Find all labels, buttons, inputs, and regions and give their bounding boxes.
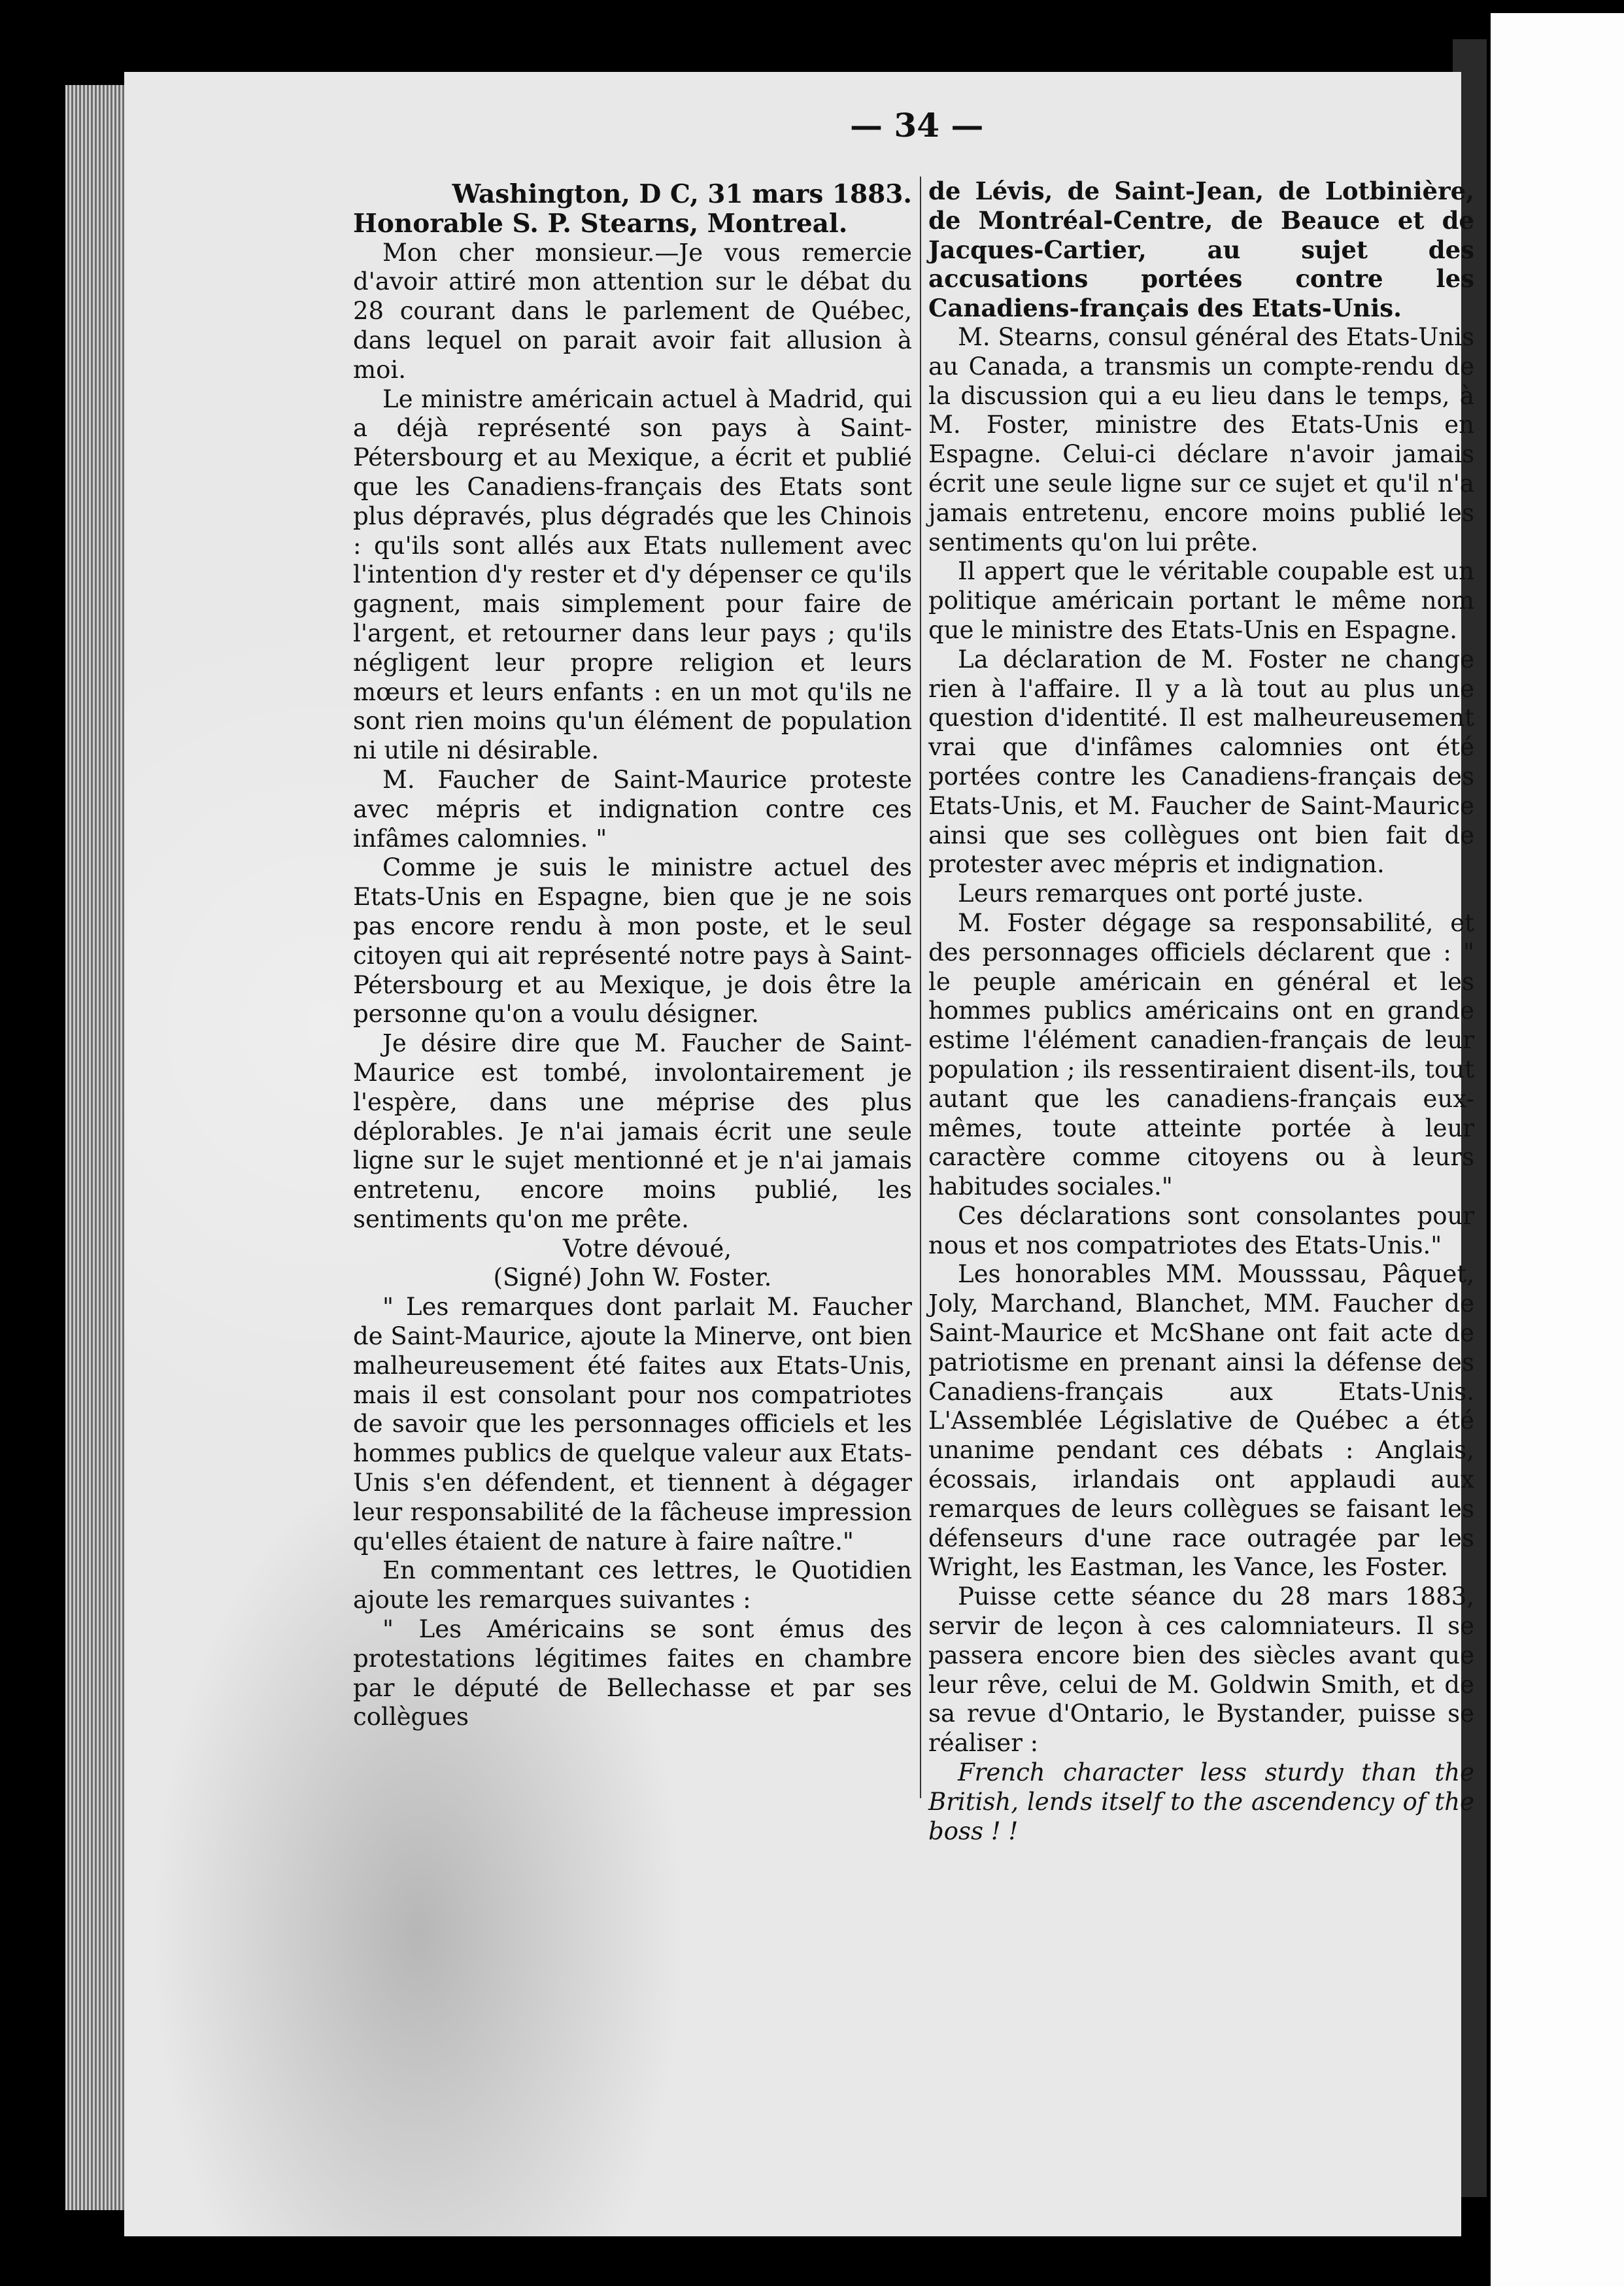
paragraph: La déclaration de M. Foster ne change rien à l'affaire. Il y a là tout au plus une question d'identité. Il est malheureusement vrai que d'infâmes calomnies ont été portées contre les Canadiens-français des Etats-Unis, et M. Faucher de Saint-Maurice ainsi que ses collègues ont bien fait de protester avec mépris et indignation.	[928, 645, 1474, 879]
paragraph: Je désire dire que M. Faucher de Saint-Maurice est tombé, involontairement je l'espère, dans une méprise des plus déplorables. Je n'ai jamais écrit une seule ligne sur le sujet mentionné et je n'ai jamais entretenu, encore moins publié, les sentiments qu'on me prête.	[353, 1029, 912, 1233]
paragraph: de Lévis, de Saint-Jean, de Lotbinière, de Montréal-Centre, de Beauce et de Jacques-Cartier, au sujet des accusations portées contre les Canadiens-français des Etats-Unis.	[928, 177, 1474, 323]
scan-margin	[1491, 13, 1624, 2286]
book-spine	[65, 85, 124, 2210]
left-column	[353, 180, 912, 1732]
paragraph: Il appert que le véritable coupable est un politique américain portant le même nom que le ministre des Etats-Unis en Espagne.	[928, 557, 1474, 644]
paragraph: Ces déclarations sont consolantes pour nous et nos compatriotes des Etats-Unis."	[928, 1201, 1474, 1259]
letter-closing: Votre dévoué,	[562, 1234, 732, 1263]
paragraph: Les honorables MM. Mousssau, Pâquet, Joly, Marchand, Blanchet, MM. Faucher de Saint-Maurice et McShane ont fait acte de patriotisme en prenant ainsi la défense des Canadiens-français aux Etats-Unis. L'Assemblée Législative de Québec a été unanime pendant ces débats : Anglais, écossais, irlandais ont applaudi aux remarques de leurs collègues se faisant les défenseurs d'une race outragée par les Wright, les Eastman, les Vance, les Foster.	[928, 1260, 1474, 1582]
paragraph: Leurs remarques ont porté juste.	[958, 879, 1364, 908]
letter-dateline: Washington, D C, 31 mars 1883.	[452, 179, 912, 209]
paragraph: M. Foster dégage sa responsabilité, et des personnages officiels déclarent que : " le peuple américain en général et les hommes publics américains ont en grande estime l'élément canadien-français de leur population ; ils ressentiraient disent-ils, tout autant que les canadiens-français eux-mêmes, toute atteinte portée à leur caractère comme citoyens ou à leurs habitudes sociales."	[928, 908, 1474, 1201]
paragraph: " Les Américains se sont émus des protestations légitimes faites en chambre par le député de Bellechasse et par ses collègues	[353, 1615, 912, 1732]
letter-addressee: Honorable S. P. Stearns, Montreal.	[353, 208, 848, 239]
paragraph: En commentant ces lettres, le Quotidien ajoute les remarques suivantes :	[353, 1556, 912, 1614]
paragraph: M. Stearns, consul général des Etats-Unis au Canada, a transmis un compte-rendu de la discussion qui a eu lieu dans le temps, à M. Foster, ministre des Etats-Unis en Espagne. Celui-ci déclare n'avoir jamais écrit une seule ligne sur ce sujet et qu'il n'a jamais entretenu, encore moins publié les sentiments qu'on lui prête.	[928, 322, 1474, 556]
paragraph: Le ministre américain actuel à Madrid, qui a déjà représenté son pays à Saint-Pétersbourg et au Mexique, a écrit et publié que les Canadiens-français des Etats sont plus dépravés, plus dégradés que les Chinois : qu'ils sont allés aux Etats nullement avec l'intention d'y rester et d'y dépenser ce qu'ils gagnent, mais simplement pour faire de l'argent, et retourner dans leur pays ; qu'ils négligent leur propre religion et leurs mœurs et leurs enfants : en un mot qu'ils ne sont rien moins qu'un élément de population ni utile ni désirable.	[353, 384, 912, 765]
paragraph: Mon cher monsieur.—Je vous remercie d'avoir attiré mon attention sur le débat du 28 courant dans le parlement de Québec, dans lequel on parait avoir fait allusion à moi.	[353, 238, 912, 384]
paragraph: " Les remarques dont parlait M. Faucher de Saint-Maurice, ajoute la Minerve, ont bien malheureusement été faites aux Etats-Unis, mais il est consolant pour nos compatriotes de savoir que les personnages officiels et les hommes publics de quelque valeur aux Etats-Unis s'en défendent, et tiennent à dégager leur responsabilité de la fâcheuse impression qu'elles étaient de nature à faire naître."	[353, 1293, 912, 1556]
letter-signature: (Signé) John W. Foster.	[493, 1263, 772, 1292]
quoted-text: French character less sturdy than the British, lends itself to the ascendency of the boss ! !	[928, 1758, 1474, 1845]
page-number: — 34 —	[850, 106, 984, 145]
paragraph: M. Faucher de Saint-Maurice proteste avec mépris et indignation contre ces infâmes calomnies. "	[353, 765, 912, 853]
paragraph: Puisse cette séance du 28 mars 1883, servir de leçon à ces calomniateurs. Il se passera encore bien des siècles avant que leur rêve, celui de M. Goldwin Smith, et de sa revue d'Ontario, le Bystander, puisse se réaliser :	[928, 1582, 1474, 1758]
column-divider	[920, 177, 921, 1798]
right-column	[928, 177, 1474, 1846]
paragraph: Comme je suis le ministre actuel des Etats-Unis en Espagne, bien que je ne sois pas encore rendu à mon poste, et le seul citoyen qui ait représenté notre pays à Saint-Pétersbourg et au Mexique, je dois être la personne qu'on a voulu désigner.	[353, 853, 912, 1029]
